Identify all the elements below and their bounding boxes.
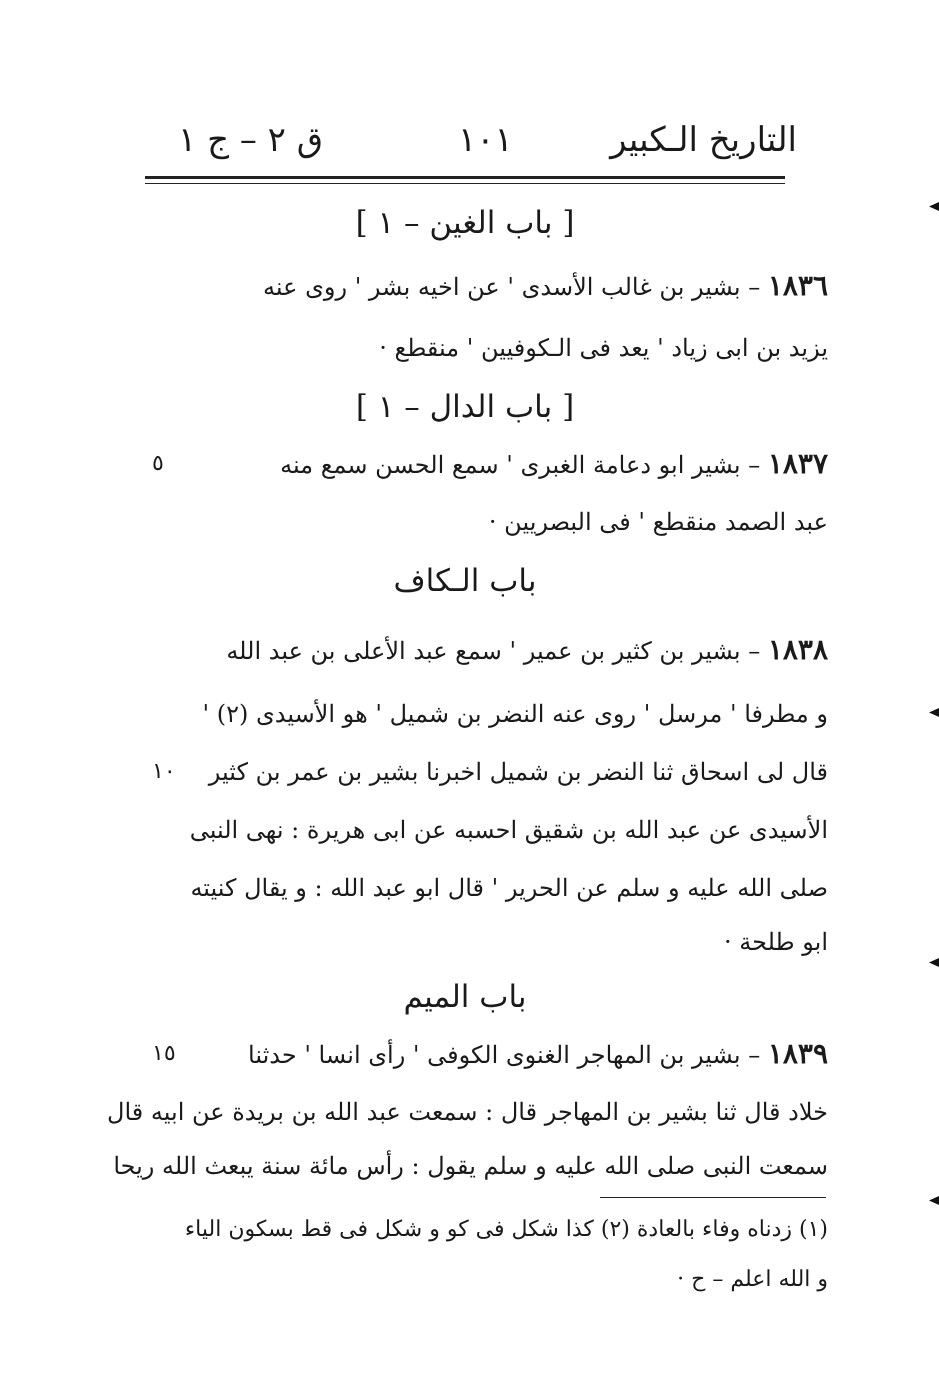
entry-number: ١٨٣٩ [767, 1037, 828, 1070]
page-number: ١٠١ [458, 120, 513, 160]
entry-number: ١٨٣٨ [767, 633, 828, 666]
entry-1838-line-6 [188, 922, 828, 962]
running-title: التاريخ الـكبير [610, 120, 797, 160]
section-heading-mim: باب الميم [403, 979, 527, 1015]
section-heading-ghain: [ باب الغين – ١ ] [355, 205, 575, 241]
entry-text: سمعت النبى صلى الله عليه و سلم يقول : رأس مائة سنة يبعث الله ريحا [113, 1152, 828, 1180]
footnote-line-1: (١) زدناه وفاء بالعادة (٢) كذا شكل فى كو و شكل فى قط بسكون الياء [184, 1217, 828, 1242]
entry-1838-line-4 [188, 810, 828, 850]
entry-text: ابو طلحة · [723, 928, 828, 956]
entry-number: ١٨٣٧ [767, 447, 828, 480]
entry-1839-line-3 [113, 1146, 828, 1186]
entry-1836-line-1 [188, 266, 828, 307]
footnote-line-2: و الله اعلم – ح · [677, 1267, 828, 1292]
entry-1839-line-2 [107, 1092, 828, 1132]
entry-text: الأسيدى عن عبد الله بن شقيق احسبه عن ابى هريرة : نهى النبى [189, 816, 828, 844]
entry-1836-line-2 [188, 328, 828, 368]
section-heading-kaf: باب الـكاف [393, 563, 537, 599]
footnote-rule [600, 1197, 826, 1198]
edge-mark [929, 202, 939, 211]
entry-1837-line-2 [188, 502, 828, 542]
entry-1838-line-5 [188, 868, 828, 908]
entry-number: ١٨٣٦ [767, 269, 828, 302]
entry-text: – بشير بن المهاجر الغنوى الكوفى ' رأى انسا ' حدثنا [248, 1041, 768, 1069]
entry-text: و مطرفا ' مرسل ' روى عنه النضر بن شميل ' هو الأسيدى (٢) ' [202, 700, 828, 728]
entry-text: يزيد بن ابى زياد ' يعد فى الـكوفيين ' منقطع · [379, 334, 828, 362]
volume-marker: ق ٢ – ج ١ [178, 120, 324, 160]
entry-text: – بشير ابو دعامة الغبرى ' سمع الحسن سمع منه [280, 451, 768, 479]
edge-mark [929, 1196, 939, 1205]
entry-text: خلاد قال ثنا بشير بن المهاجر قال : سمعت عبد الله بن بريدة عن ابيه قال [107, 1098, 828, 1126]
header-rule-thin [145, 183, 785, 184]
header-rule-thick [145, 176, 785, 179]
entry-1839-line-1 [188, 1034, 828, 1075]
margin-line-number: ١٥ [152, 1041, 176, 1066]
entry-1838-line-2 [188, 694, 828, 734]
section-heading-dal: [ باب الدال – ١ ] [355, 389, 575, 425]
entry-1837-line-1 [188, 444, 828, 485]
edge-mark [929, 708, 939, 717]
entry-1838-line-1 [188, 630, 828, 671]
entry-text: – بشير بن كثير بن عمير ' سمع عبد الأعلى بن عبد الله [226, 637, 768, 665]
entry-text: صلى الله عليه و سلم عن الحرير ' قال ابو عبد الله : و يقال كنيته [190, 874, 828, 902]
entry-text: عبد الصمد منقطع ' فى البصريين · [488, 508, 828, 536]
entry-text: قال لى اسحاق ثنا النضر بن شميل اخبرنا بشير بن عمر بن كثير [208, 758, 828, 786]
margin-line-number: ٥ [152, 451, 164, 476]
entry-text: – بشير بن غالب الأسدى ' عن اخيه بشر ' روى عنه [263, 273, 768, 301]
edge-mark [929, 958, 939, 967]
margin-line-number: ١٠ [152, 759, 176, 784]
entry-1838-line-3 [188, 752, 828, 792]
